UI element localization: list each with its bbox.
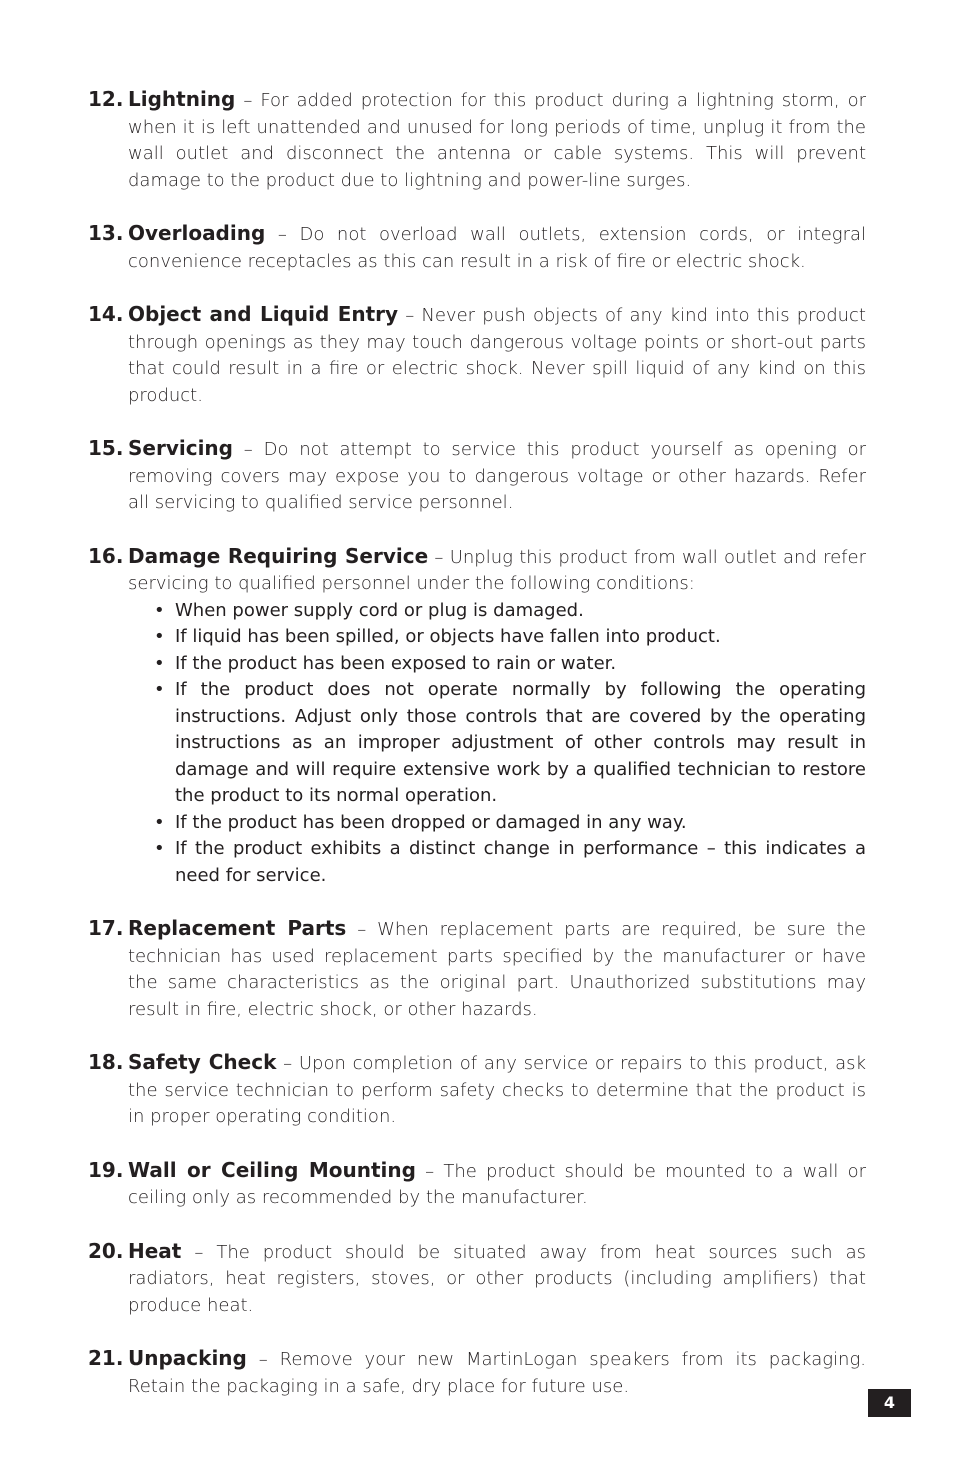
item-number: 15. bbox=[88, 436, 124, 460]
item-title: Wall or Ceiling Mounting bbox=[128, 1157, 416, 1182]
item-unpacking bbox=[88, 1345, 866, 1400]
item-safety-check bbox=[88, 1049, 866, 1131]
bullet-icon: • bbox=[154, 811, 165, 833]
item-number: 14. bbox=[88, 302, 124, 326]
item-title: Overloading bbox=[128, 221, 266, 245]
list-item-text: If the product exhibits a distinct change in performance – this indicates a need for service. bbox=[175, 838, 866, 886]
item-separator: – bbox=[233, 439, 264, 460]
item-body bbox=[128, 543, 866, 598]
item-title: Object and Liquid Entry bbox=[128, 302, 399, 326]
item-separator: – bbox=[265, 224, 300, 245]
item-separator: – bbox=[415, 1160, 444, 1182]
safety-instructions bbox=[88, 86, 866, 1426]
list-item bbox=[154, 677, 866, 810]
item-title: Servicing bbox=[128, 436, 233, 460]
list-item-text: If liquid has been spilled, or objects have fallen into product. bbox=[175, 626, 721, 647]
item-overloading bbox=[88, 220, 866, 275]
item-replacement-parts bbox=[88, 915, 866, 1023]
bullet-icon: • bbox=[154, 652, 165, 674]
item-description: Remove your new MartinLogan speakers from its packaging. Retain the packaging in a safe, dry place for future use. bbox=[128, 1349, 866, 1397]
item-body bbox=[128, 1049, 866, 1131]
list-item-text: If the product has been exposed to rain or water. bbox=[175, 652, 617, 674]
list-item bbox=[154, 598, 866, 625]
item-body bbox=[128, 1238, 866, 1320]
item-description: When replacement parts are required, be sure the technician has used replacement parts specified by the manufacturer or have the same characteristics as the original part. Unauthorized substitutions may result in fire, electric shock, or other hazards. bbox=[128, 919, 866, 1020]
item-number: 16. bbox=[88, 543, 124, 568]
item-description: Do not overload wall outlets, extension cords, or integral convenience receptacles as this can result in a risk of fire or electric shock. bbox=[128, 224, 866, 272]
item-title: Safety Check bbox=[128, 1050, 277, 1074]
bullet-icon: • bbox=[154, 838, 165, 859]
item-body bbox=[128, 1157, 866, 1212]
item-separator: – bbox=[346, 919, 378, 940]
item-object-liquid-entry bbox=[88, 301, 866, 409]
item-number: 13. bbox=[88, 221, 124, 245]
item-title: Damage Requiring Service bbox=[128, 543, 429, 568]
item-number: 21. bbox=[88, 1346, 124, 1370]
item-heat bbox=[88, 1238, 866, 1320]
item-separator: – bbox=[246, 1349, 280, 1370]
item-body bbox=[128, 86, 866, 194]
list-item bbox=[154, 810, 866, 837]
item-number: 19. bbox=[88, 1157, 124, 1182]
page-number: 4 bbox=[868, 1389, 911, 1417]
item-body bbox=[128, 435, 866, 517]
item-description: The product should be situated away from heat sources such as radiators, heat registers, stoves, or other products (including amplifiers) that produce heat. bbox=[128, 1241, 866, 1316]
conditions-list bbox=[128, 598, 866, 890]
item-separator: – bbox=[428, 546, 450, 568]
item-separator: – bbox=[235, 90, 261, 111]
list-item-text: When power supply cord or plug is damaged. bbox=[175, 599, 584, 621]
item-description: Upon completion of any service or repairs to this product, ask the service technician to perform safety checks to determine that the product is in proper operating condition. bbox=[128, 1053, 866, 1127]
bullet-icon: • bbox=[154, 679, 165, 700]
list-item-text: If the product has been dropped or damaged in any way. bbox=[175, 811, 687, 833]
item-servicing bbox=[88, 435, 866, 517]
item-separator: – bbox=[181, 1241, 217, 1263]
item-description: The product should be mounted to a wall or ceiling only as recommended by the manufacturer. bbox=[128, 1160, 867, 1208]
item-title: Replacement Parts bbox=[128, 916, 347, 940]
item-body bbox=[128, 915, 866, 1023]
item-title: Unpacking bbox=[128, 1346, 247, 1370]
item-lightning bbox=[88, 86, 866, 194]
bullet-icon: • bbox=[154, 626, 165, 647]
item-separator: – bbox=[276, 1053, 299, 1074]
item-number: 20. bbox=[88, 1238, 124, 1263]
item-wall-ceiling-mounting bbox=[88, 1157, 866, 1212]
item-damage-requiring-service bbox=[88, 543, 866, 890]
list-item-text: If the product does not operate normally by following the operating instructions. Adjust only those controls that are covered by the operating instructions as an improper adjustment of other controls may result in damage and will require extensive work by a qualified technician to restore the product to its normal operation. bbox=[175, 679, 866, 806]
item-title: Heat bbox=[128, 1238, 182, 1263]
item-title: Lightning bbox=[128, 87, 236, 111]
item-description: Unplug this product from wall outlet and refer servicing to qualified personnel under the following conditions: bbox=[128, 546, 866, 594]
item-body bbox=[128, 301, 866, 409]
item-number: 17. bbox=[88, 916, 124, 940]
bullet-icon: • bbox=[154, 599, 165, 621]
item-description: Never push objects of any kind into this product through openings as they may touch dangerous voltage points or short-out parts that could result in a fire or electric shock. Never spill liquid of any kind on this product. bbox=[128, 305, 866, 406]
item-description: Do not attempt to service this product yourself as opening or removing covers may expose you to dangerous voltage or other hazards. Refer all servicing to qualified service personnel. bbox=[128, 439, 866, 513]
item-separator: – bbox=[398, 305, 422, 326]
item-number: 12. bbox=[88, 87, 124, 111]
item-body bbox=[128, 220, 866, 275]
list-item bbox=[154, 624, 866, 651]
item-number: 18. bbox=[88, 1050, 124, 1074]
list-item bbox=[154, 836, 866, 889]
item-body bbox=[128, 1345, 866, 1400]
item-description: For added protection for this product during a lightning storm, or when it is left unattended and unused for long periods of time, unplug it from the wall outlet and disconnect the antenna or cable systems. This will prevent damage to the product due to lightning and power-line surges. bbox=[128, 90, 866, 191]
list-item bbox=[154, 651, 866, 678]
